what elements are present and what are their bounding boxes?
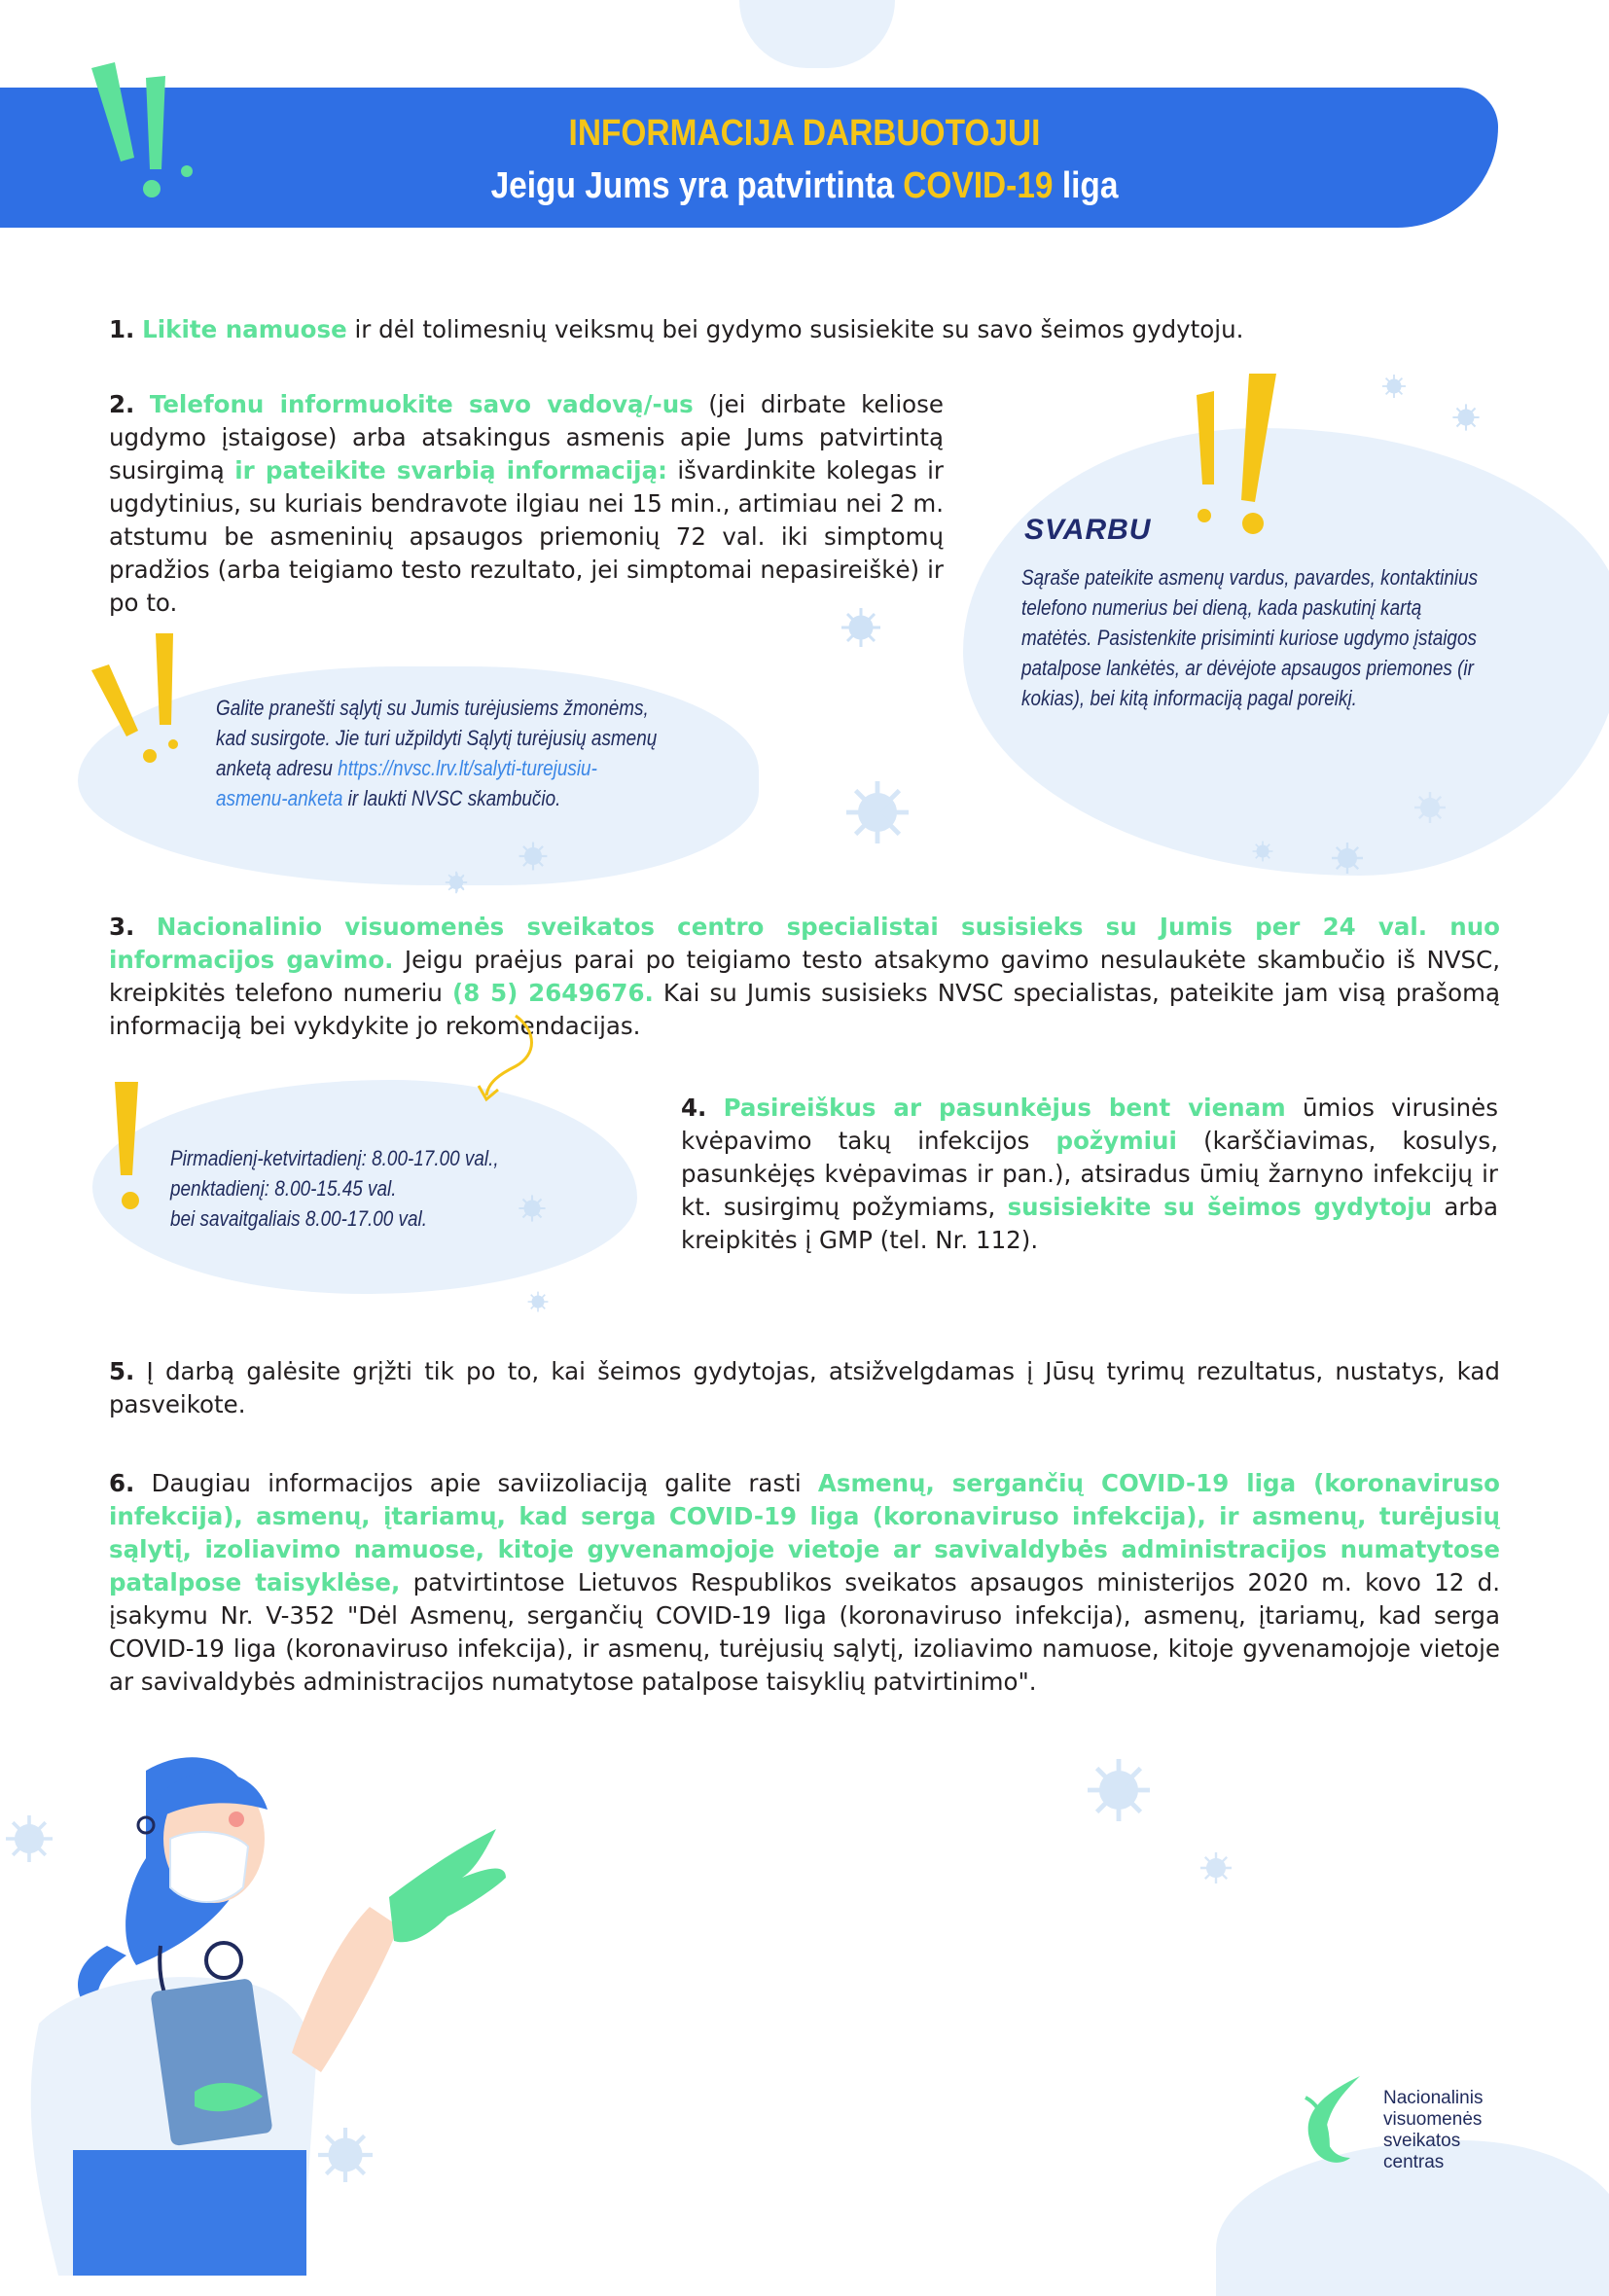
background-blob-top-right [739,0,895,68]
virus-icon [1080,1751,1158,1829]
paragraph-5: 5. Į darbą galėsite grįžti tik po to, kai šeimos gydytojas, atsižvelgdamas į Jūsų tyrimų rezultatus, nustatys, kad pasveikote. [109,1357,1500,1418]
exclamation-icon [107,1078,156,1214]
virus-icon [837,603,885,652]
exclamation-icon [88,628,185,764]
virus-icon [516,839,551,874]
important-heading: SVARBU [1024,514,1152,546]
virus-icon [1250,839,1275,864]
virus-icon [1379,372,1409,401]
paragraph-4: 4. Pasireiškus ar pasunkėjus bent vienam ūmios virusinės kvėpavimo takų infekcijos požymiui (karščiavimas, kosulys, pasunkėjęs kvėpavimas ir pan.), atsiradus ūmių žarnyno infekcijų ir kt. susirgimų požymiams, susisiekite su šeimos gydytoju arba kreipkitės į GMP (tel. Nr. 112). [681,1094,1499,1254]
nvsc-logo-text: Nacionalinis visuomenės sveikatos centras [1383,2088,1484,2172]
virus-icon [516,1192,549,1225]
doctor-illustration [0,1741,545,2276]
nvsc-logo-icon [1292,2070,1379,2177]
paragraph-1: 1. Likite namuose ir dėl tolimesnių veiksmų bei gydymo susisiekite su savo šeimos gydytoju. [109,315,1244,343]
virus-icon [525,1289,551,1314]
virus-icon [1449,401,1483,434]
exclamation-icon [86,60,193,206]
page-subtitle: Jeigu Jums yra patvirtinta COVID-19 liga [490,165,1119,206]
paragraph-3: 3. Nacionalinio visuomenės sveikatos centro specialistai susisieks su Jumis per 24 val. nuo informacijos gavimo. Jeigu praėjus parai po teigiamo testo atsakymo gavimo nesulaukėte skambučio iš NVSC, kreipkitės telefono numeriu (8 5) 2649676. Kai su Jumis susisieks NVSC specialistas, pateikite jam visą prašomą informaciją bei vykdykite jo rekomendacijas. [109,913,1500,1040]
hours-note: Pirmadienį-ketvirtadienį: 8.00-17.00 val., penktadienį: 8.00-15.45 val. bei savaitgaliais 8.00-17.00 val. [170,1146,499,1231]
page-title: INFORMACIJA DARBUOTOJUI [568,113,1041,154]
arrow-icon [477,1012,545,1109]
paragraph-2: 2. Telefonu informuokite savo vadovą/-us (jei dirbate keliose ugdymo įstaigose) arba atsakingus asmenis apie Jums patvirtintą susirgimą ir pateikite svarbią informaciją: išvardinkite kolegas ir ugdytinius, su kuriais bendravote ilgiau nei 15 min., artimiau nei 2 m. atstumu be asmeninių apsaugos priemonių 72 val. iki simptomų pradžios (arba teigiamo testo rezultato, jei simptomai nepasireiškė) ir po to. [109,390,944,617]
virus-icon [1197,1848,1235,1887]
virus-icon [1328,839,1367,878]
contact-form-link[interactable]: https://nvsc.lrv.lt/salyti-turejusiu-asmenu-anketa [216,756,597,810]
virus-icon [443,869,470,896]
contacts-note: Galite pranešti sąlytį su Jumis turėjusiems žmonėms, kad susirgote. Jie turi užpildyti Sąlytį turėjusių asmenų anketą adresu https://nvsc.lrv.lt/salyti-turejusiu-asmenu-anketa ir laukti NVSC skambučio. [216,696,658,810]
virus-icon [839,773,916,851]
exclamation-icon [1189,370,1296,535]
important-text: Sąraše pateikite asmenų vardus, pavardes, kontaktinius telefono numerius bei dieną, kada paskutinį kartą matėtės. Pasistenkite prisiminti kuriose ugdymo įstaigos patalpose lankėtės, ar dėvėjote apsaugos priemones (ir kokias), bei kitą informaciją pagal poreikį. [1021,565,1479,710]
virus-icon [1411,788,1449,827]
paragraph-6: 6. Daugiau informacijos apie saviizoliaciją galite rasti Asmenų, sergančių COVID-19 liga (koronaviruso infekcija), asmenų, įtariamų, kad serga COVID-19 liga (koronaviruso infekcija), ir asmenų, turėjusių sąlytį, izoliavimo namuose, kitoje gyvenamojoje vietoje ar savivaldybės administracijos numatytose patalpose taisyklėse, patvirtintose Lietuvos Respublikos sveikatos apsaugos ministerijos 2020 m. kovo 12 d. įsakymu Nr. V-352 "Dėl Asmenų, sergančių COVID-19 liga (koronaviruso infekcija), asmenų, įtariamų, kad serga COVID-19 liga (koronaviruso infekcija), ir asmenų, turėjusių sąlytį, izoliavimo namuose, kitoje gyvenamojoje vietoje ar savivaldybės administracijos numatytose patalpose taisyklių patvirtinimo". [109,1469,1500,1696]
